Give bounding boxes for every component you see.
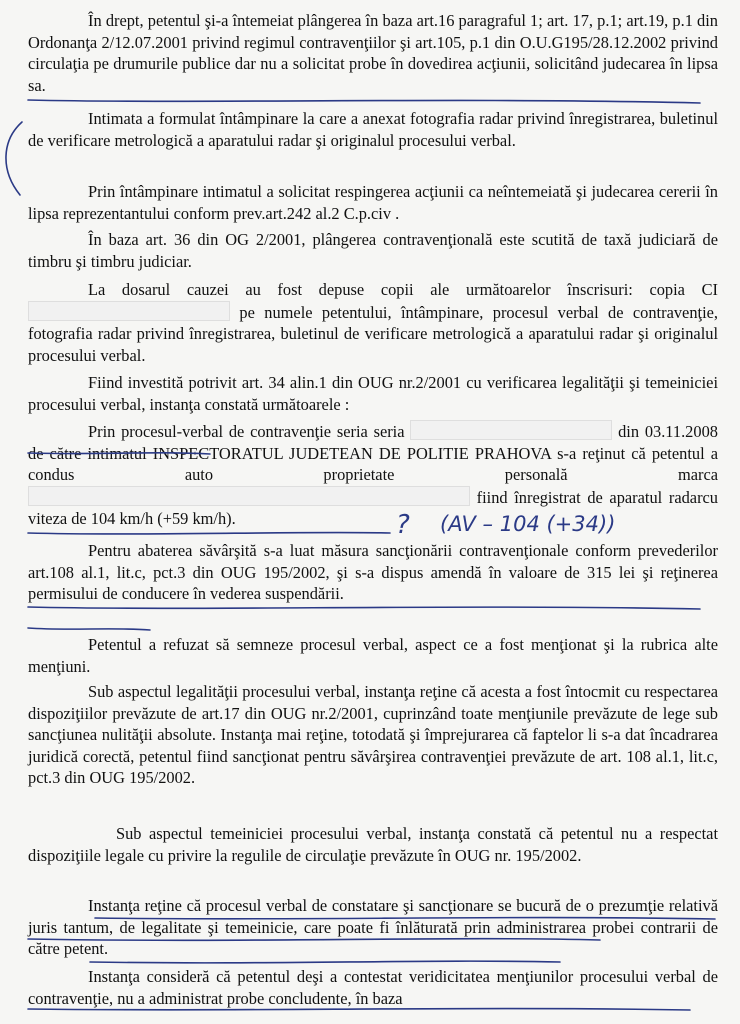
paragraph-court-verification xyxy=(28,372,718,415)
paragraph-report-facts xyxy=(28,420,718,530)
handwritten-question-mark: ? xyxy=(396,510,410,540)
paragraph-presumption xyxy=(28,895,718,960)
redacted-report-series xyxy=(410,420,612,440)
paragraph-text: fiind înregistrat de aparatul xyxy=(476,487,663,507)
paragraph-text: Petentul a refuzat să semneze procesul verbal, aspect ce a fost menţionat şi la rubrica alte menţiuni. xyxy=(28,635,718,676)
paragraph-text: În drept, petentul şi-a întemeiat plângerea în baza art.16 paragraful 1; art. 17, p.1; art.19, p.1 din Ordonanţa 2/12.07.2001 privind regimul contravenţiilor şi art.105, p.1 din O.U.G195/28.12.2002 privind circulaţia pe drumurile publice dar nu a solicitat probe în dovedirea acţiunii, solicitând judecarea în lipsa sa. xyxy=(28,11,718,95)
paragraph-text: Instanţa consideră că petentul deşi a contestat veridicitatea menţiunilor procesului verbal de contravenţie, nu a administrat probe concludente, în baza xyxy=(28,967,718,1008)
paragraph-stamp-duty xyxy=(28,229,718,272)
paragraph-text: La dosarul cauzei au fost depuse copii ale următoarelor înscrisuri: copia CI xyxy=(88,280,718,299)
paragraph-text: Instanţa reţine că procesul verbal de constatare şi sancţionare se bucură de o prezumţie relativă juris tantum, de legalitate şi temeinicie, care poate fi înlăturată prin administrarea probei contrarii de către petent. xyxy=(28,896,718,959)
paragraph-case-file xyxy=(28,279,718,366)
paragraph-text: Sub aspectul temeiniciei procesului verbal, instanţa constată că petentul nu a respectat dispoziţiile legale cu privire la regulile de circulaţie prevăzute în OUG nr. 195/2002. xyxy=(28,824,718,865)
paragraph-legality xyxy=(28,681,718,789)
paragraph-text: Prin întâmpinare intimatul a solicitat respingerea acţiunii ca neîntemeiată şi judecarea cererii în lipsa reprezentantului conform prev.art.242 al.2 C.p.civ . xyxy=(28,182,718,223)
paragraph-text: 03.11.2008 de către intimatul INSPECTORATUL JUDETEAN DE POLITIE PRAHOVA s-a reţinut că petentul a condus auto proprietate personală marca xyxy=(28,422,718,485)
paragraph-refusal-to-sign xyxy=(28,634,718,677)
paragraph-text: Sub aspectul legalităţii procesului verbal, instanţa reţine că acesta a fost întocmit cu respectarea dispoziţiilor prevăzute de art.17 din OUG nr.2/2001, cuprinzând toate menţiunile prevăzute de lege sub sancţiunea nulităţii absolute. Instanţa mai reţine, totodată şi împrejurarea că faptelor li s-a dat încadrarea juridică corectă, petentul fiind sancţionat pentru săvârşirea contravenţiei prevăzute de art. 108 al.1, lit.c, pct.3 din OUG 195/2002. xyxy=(28,682,718,788)
redacted-vehicle-details xyxy=(28,486,470,506)
handwritten-note: (AV – 104 (+34)) xyxy=(440,512,616,536)
redacted-id-number xyxy=(28,301,230,321)
paragraph-text: pe numele petentului, întâmpinare, procesul verbal de contravenţie, fotografia radar privind înregistrarea, buletinul de verificare metrologică a aparatului radar şi originalul procesului verbal. xyxy=(28,302,718,365)
paragraph-text: Intimata a formulat întâmpinare la care a anexat fotografia radar privind înregistrarea, buletinul de verificare metrologică a aparatului radar şi originalul procesului verbal. xyxy=(28,109,718,150)
paragraph-text: În baza art. 36 din OG 2/2001, plângerea contravenţională este scutită de taxă judiciară de timbru şi timbru judiciar. xyxy=(28,230,718,271)
paragraph-text: Fiind investită potrivit art. 34 alin.1 din OUG nr.2/2001 cu verificarea legalităţii şi temeiniciei procesului verbal, instanţa constată următoarele : xyxy=(28,373,718,414)
paragraph-defendant-reply xyxy=(28,108,718,151)
paragraph-sanction xyxy=(28,540,718,605)
paragraph-merits xyxy=(28,823,718,866)
paragraph-reply-request xyxy=(28,181,718,224)
paragraph-text: radarcu viteza de 104 km/h (+59 km/h). xyxy=(28,487,718,529)
paragraph-text: Prin procesul-verbal de contravenţie seria seria xyxy=(88,422,405,441)
paragraph-text: Pentru abaterea săvârşită s-a luat măsura sancţionării contravenţionale conform prevederilor art.108 al.1, lit.c, pct.3 din OUG 195/2002, şi s-a dispus amendă în valoare de 315 lei şi reţinerea permisului de conducere în vederea suspendării. xyxy=(28,541,718,604)
paragraph-conclusion xyxy=(28,966,718,1009)
paragraph-text: din xyxy=(618,422,640,441)
paragraph-legal-basis xyxy=(28,10,718,96)
